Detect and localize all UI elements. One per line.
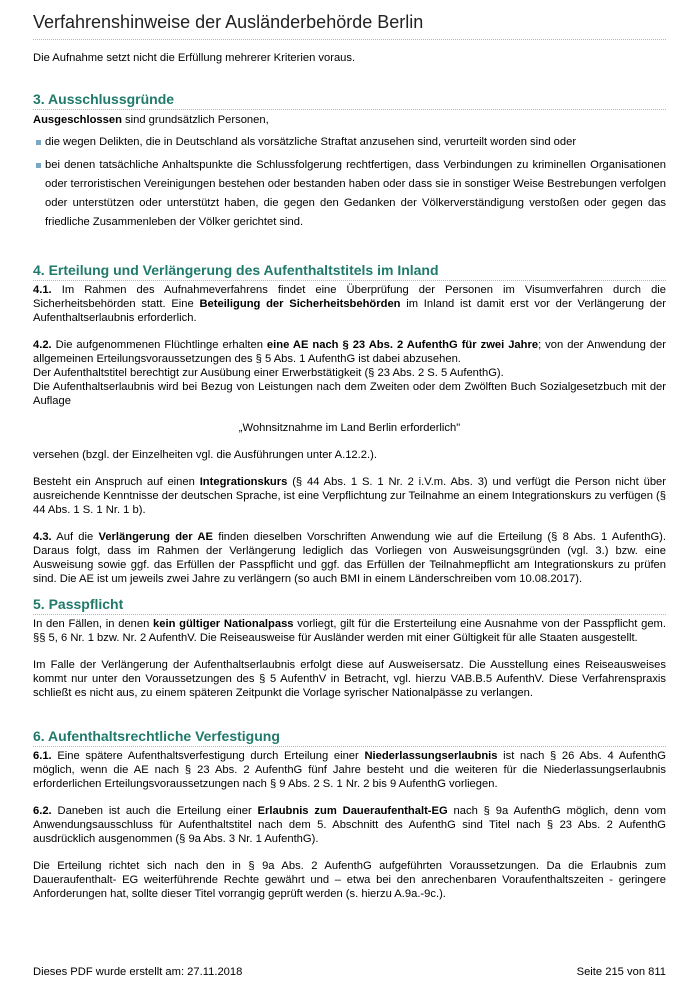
intro-text: Die Aufnahme setzt nicht die Erfüllung mehrerer Kriterien voraus. xyxy=(33,52,356,64)
paragraph-6-2: 6.2. Daneben ist auch die Erteilung einer Erlaubnis zum Daueraufenthalt-EG nach § 9a AufenthG möglich, denn vom Anwendungsausschluss für Aufenthaltstitel nach dem 5. Abschnitt des AufenthG sind Titel nach § 23 Abs. 2 AufenthG ausdrücklich ausgenommen (§ 9a Abs. 3 Nr. 1 AufenthG). xyxy=(33,805,666,845)
section-heading: 6. Aufenthaltsrechtliche Verfestigung xyxy=(33,728,666,747)
list-item: bei denen tatsächliche Anhaltspunkte die Schlussfolgerung rechtfertigen, dass Verbindungen zu kriminellen Organisationen oder terroristischen Vereinigungen bestehen oder bestanden haben oder dass sie in sonstiger Weise Bestrebungen verfolgen oder unterstützen oder unterstützt haben, die gegen den Gedanken der Völkerverständigung verstoßen oder gegen das friedliche Zusammenleben der Völker gerichtet sind. xyxy=(33,156,666,232)
section-lead: Ausgeschlossen sind grundsätzlich Personen, xyxy=(33,114,269,126)
section-heading: 5. Passpflicht xyxy=(33,596,666,615)
list-item: die wegen Delikten, die in Deutschland als vorsätzliche Straftat anzusehen sind, verurteilt worden sind oder xyxy=(33,133,666,152)
paragraph-passport-1: In den Fällen, in denen kein gültiger Nationalpass vorliegt, gilt für die Ersterteilung eine Ausnahme von der Passpflicht gem. §§ 5, 6 Nr. 1 bzw. Nr. 2 AufenthV. Die Reiseausweise für Ausländer werden mit einer Gültigkeit für alle Staaten ausgestellt. xyxy=(33,618,666,644)
paragraph-4-3: 4.3. Auf die Verlängerung der AE finden dieselben Vorschriften Anwendung wie auf die Erteilung (§ 8 Abs. 1 AufenthG). Daraus folgt, dass im Rahmen der Verlängerung lediglich das Vorliegen von Ausweisungsgründen (vgl. 3.) bzw. eine Ausweisung sowie ggf. das Erfüllen der Passpflicht und ggf. das Erfüllen der Teilnahmepflicht am Integrationskurs zu prüfen sind. Die AE ist um jeweils zwei Jahre zu verlängern (so auch BMI in einem Länderschreiben vom 10.08.2017). xyxy=(33,531,666,585)
section-4 xyxy=(33,262,666,586)
paragraph-4-2: 4.2. Die aufgenommenen Flüchtlinge erhalten eine AE nach § 23 Abs. 2 AufenthG für zwei Jahre; von der Anwendung der allgemeinen Erteilungsvoraussetzungen des § 5 Abs. 1 AufenthG ist dabei abzusehen. xyxy=(33,339,666,365)
section-6 xyxy=(33,728,666,901)
paragraph-6-1: 6.1. Eine spätere Aufenthaltsverfestigung durch Erteilung einer Niederlassungserlaubnis ist nach § 26 Abs. 4 AufenthG möglich, wenn die AE nach § 23 Abs. 2 AufenthG fünf Jahre besteht und die weiteren für die Niederlassungserlaubnis erforderlichen Erteilungsvoraussetzungen nach § 9 Abs. 2 S. 1 Nr. 2 bis 9 AufenthG vorliegen. xyxy=(33,750,666,790)
exclusion-list xyxy=(33,133,666,232)
quoted-condition: „Wohnsitznahme im Land Berlin erforderlich" xyxy=(238,422,461,434)
section-heading: 4. Erteilung und Verlängerung des Aufenthaltstitels im Inland xyxy=(33,262,666,281)
section-3 xyxy=(33,91,666,236)
page-number: Seite 215 von 811 xyxy=(576,966,666,978)
paragraph-integration: Besteht ein Anspruch auf einen Integrationskurs (§ 44 Abs. 1 S. 1 Nr. 2 i.V.m. Abs. 3) und verfügt die Person nicht über ausreichende Kenntnisse der deutschen Sprache, ist eine Verpflichtung zur Teilnahme an einem Integrationskurs zu verfügen (§ 44 Abs. 1 S. 1 Nr. 1 b). xyxy=(33,476,667,516)
created-date: Dieses PDF wurde erstellt am: 27.11.2018 xyxy=(33,966,243,978)
paragraph-text: Der Aufenthaltstitel berechtigt zur Ausübung einer Erwerbstätigkeit (§ 23 Abs. 2 S. 5 AufenthG). xyxy=(33,367,504,379)
paragraph-passport-2: Im Falle der Verlängerung der Aufenthaltserlaubnis erfolgt diese auf Ausweisersatz. Die Ausstellung eines Reiseausweises kommt nur unter den Voraussetzungen des § 5 AufenthV in Betracht, vgl. hierzu VAB.B.5 AufenthV. Diese Verfahrenspraxis schließt es nicht aus, zu einem späteren Zeitpunkt die Vorlage syrischer Nationalpässe zu verlangen. xyxy=(33,659,666,699)
paragraph-text: versehen (bzgl. der Einzelheiten vgl. die Ausführungen unter A.12.2.). xyxy=(33,449,377,461)
section-heading: 3. Ausschlussgründe xyxy=(33,91,666,110)
paragraph-6-3: Die Erteilung richtet sich nach den in § 9a Abs. 2 AufenthG aufgeführten Voraussetzungen. Da die Erlaubnis zum Daueraufenthalt- EG weiterführende Rechte gewährt und – etwa bei den anrechenbaren Voraufenthaltszeiten - geringere Anforderungen hat, sollte dieser Titel vorrangig geprüft werden (s. hierzu A.9a.-9c.). xyxy=(33,860,666,900)
section-5 xyxy=(33,596,666,700)
paragraph-text: Die Aufenthaltserlaubnis wird bei Bezug von Leistungen nach dem Zweiten oder dem Zwölften Buch Sozialgesetzbuch mit der Auflage xyxy=(33,381,666,407)
page-footer xyxy=(33,966,666,978)
page-title: Verfahrenshinweise der Ausländerbehörde Berlin xyxy=(33,12,666,40)
paragraph-4-1: 4.1. Im Rahmen des Aufnahmeverfahrens findet eine Überprüfung der Personen im Visumverfahren durch die Sicherheitsbehörden statt. Eine Beteiligung der Sicherheitsbehörden im Inland ist damit erst vor der Verlängerung der Aufenthaltserlaubnis erforderlich. xyxy=(33,284,666,324)
